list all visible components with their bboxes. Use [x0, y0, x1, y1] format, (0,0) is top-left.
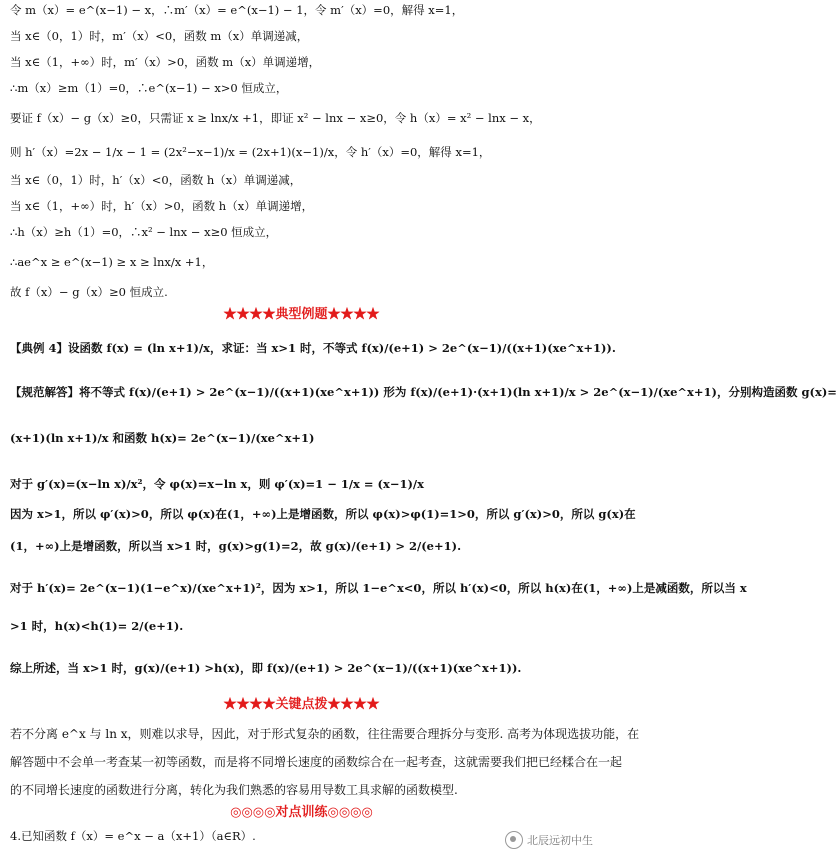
key-point-line-1: 若不分离 e^x 与 ln x，则难以求导，因此，对于形式复杂的函数，往往需要合理拆分与变形. 高考为体现选拔功能，在	[10, 727, 640, 741]
solution-line-4: 因为 x>1，所以 φ′(x)>0，所以 φ(x)在(1，+∞)上是增函数，所以 φ(x)>φ(1)=1>0，所以 g′(x)>0，所以 g(x)在	[10, 507, 636, 521]
proof-line-5: 要证 f（x）− g（x）≥0，只需证 x ≥ lnx/x +1，即证 x² − lnx − x≥0，令 h（x）= x² − lnx − x，	[10, 111, 541, 125]
solution-line-2: (x+1)(ln x+1)/x 和函数 h(x)= 2e^(x−1)/(xe^x+1)	[10, 431, 315, 445]
section-heading-key-points: ★★★★关键点拨★★★★	[223, 697, 380, 712]
proof-line-6: 则 h′（x）=2x − 1/x − 1 = (2x²−x−1)/x = (2x+1)(x−1)/x，令 h′（x）=0，解得 x=1，	[10, 145, 491, 159]
solution-line-7: >1 时，h(x)<h(1)= 2/(e+1).	[10, 619, 184, 633]
section-heading-practice: ◎◎◎◎对点训练◎◎◎◎	[230, 805, 373, 820]
key-point-line-3: 的不同增长速度的函数进行分离，转化为我们熟悉的容易用导数工具求解的函数模型.	[10, 783, 458, 797]
wechat-icon	[505, 831, 523, 849]
watermark-text: 北辰远初中生	[527, 834, 593, 847]
proof-line-10: ∴ae^x ≥ e^(x−1) ≥ x ≥ lnx/x +1，	[10, 255, 214, 269]
proof-line-4: ∴m（x）≥m（1）=0，∴e^(x−1) − x>0 恒成立，	[10, 81, 288, 95]
proof-line-9: ∴h（x）≥h（1）=0，∴x² − lnx − x≥0 恒成立，	[10, 225, 278, 239]
solution-conclusion: 综上所述，当 x>1 时，g(x)/(e+1) >h(x)，即 f(x)/(e+1) > 2e^(x−1)/((x+1)(xe^x+1)).	[10, 661, 522, 675]
section-heading-typical-example: ★★★★典型例题★★★★	[223, 307, 380, 322]
solution-line-3: 对于 g′(x)=(x−ln x)/x²，令 φ(x)=x−ln x，则 φ′(x)=1 − 1/x = (x−1)/x	[10, 477, 424, 491]
solution-line-6: 对于 h′(x)= 2e^(x−1)(1−e^x)/(xe^x+1)²，因为 x>1，所以 1−e^x<0，所以 h′(x)<0，所以 h(x)在(1，+∞)上是减函数，所以当 x	[10, 581, 747, 595]
proof-line-11: 故 f（x）− g（x）≥0 恒成立.	[10, 285, 168, 299]
solution-line-1: 【规范解答】将不等式 f(x)/(e+1) > 2e^(x−1)/((x+1)(xe^x+1)) 形为 f(x)/(e+1)·(x+1)(ln x+1)/x > 2e^(x−1)/(xe^x+1)，分别构造函数 g(x)=	[10, 385, 837, 399]
proof-line-3: 当 x∈（1，+∞）时，m′（x）>0，函数 m（x）单调递增，	[10, 55, 321, 69]
key-points-paragraph	[10, 720, 640, 804]
solution-line-5: (1，+∞)上是增函数，所以当 x>1 时，g(x)>g(1)=2，故 g(x)/(e+1) > 2/(e+1).	[10, 539, 462, 553]
proof-line-7: 当 x∈（0，1）时，h′（x）<0，函数 h（x）单调递减，	[10, 173, 302, 187]
example-statement: 【典例 4】设函数 f(x) = (ln x+1)/x，求证：当 x>1 时，不等式 f(x)/(e+1) > 2e^(x−1)/((x+1)(xe^x+1)).	[10, 341, 616, 355]
proof-line-1: 令 m（x）= e^(x−1) − x，∴m′（x）= e^(x−1) − 1，令 m′（x）=0，解得 x=1，	[10, 3, 464, 17]
exercise-statement: 4.已知函数 f（x）= e^x − a（x+1）（a∈R）.	[10, 829, 256, 843]
watermark	[505, 831, 593, 849]
proof-line-2: 当 x∈（0，1）时，m′（x）<0，函数 m（x）单调递减，	[10, 29, 309, 43]
proof-line-8: 当 x∈（1，+∞）时，h′（x）>0，函数 h（x）单调递增，	[10, 199, 314, 213]
key-point-line-2: 解答题中不会单一考查某一初等函数，而是将不同增长速度的函数综合在一起考查，这就需要我们把已经糅合在一起	[10, 755, 623, 769]
